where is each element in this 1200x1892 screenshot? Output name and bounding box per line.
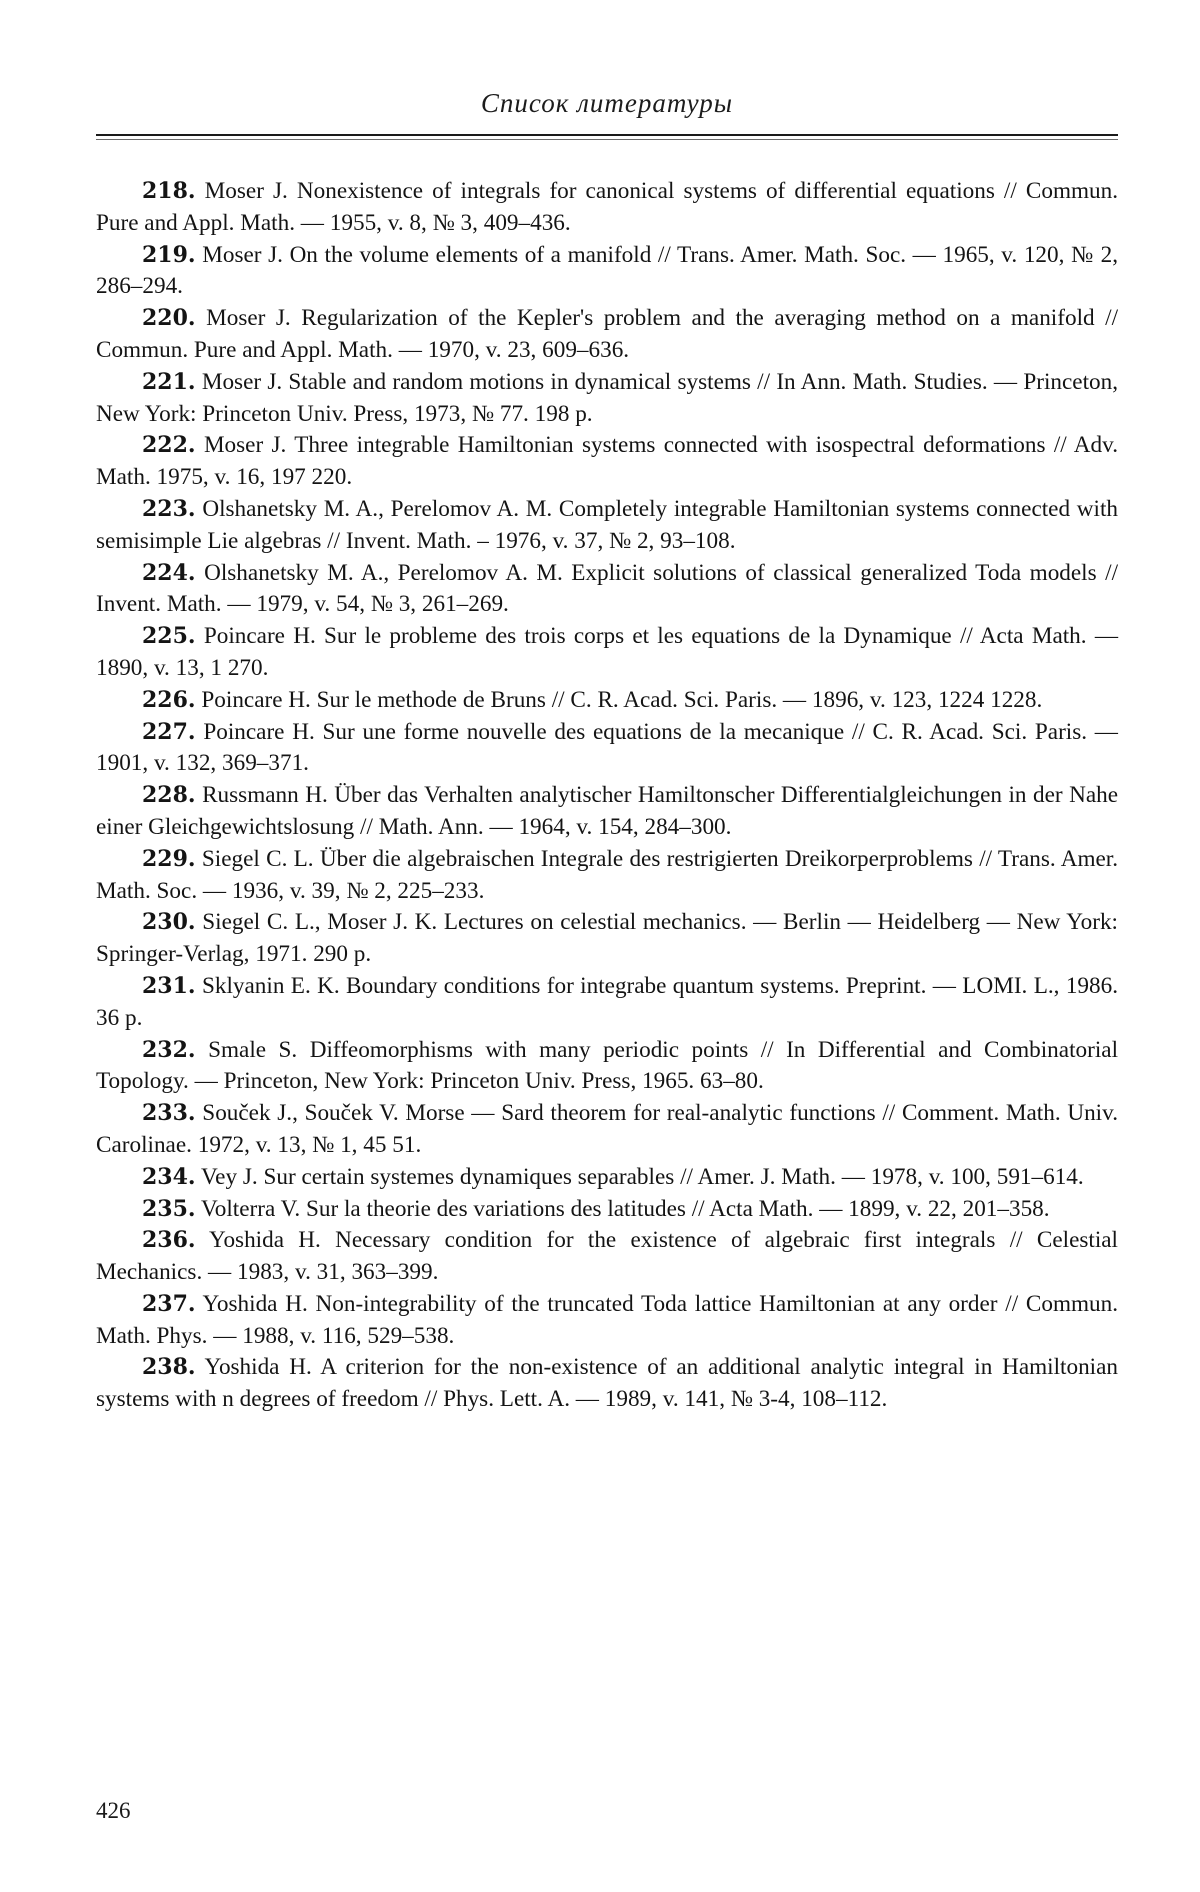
reference-number: 229.: [142, 845, 196, 872]
reference-list: [96, 176, 1118, 1416]
reference-text: Moser J. Three integrable Hamiltonian systems connected with isospectral deformations // Adv. Math. 1975, v. 16, 197 220.: [96, 432, 1118, 491]
reference-text: Souček J., Souček V. Morse — Sard theorem for real-analytic functions // Comment. Math. Univ. Carolinae. 1972, v. 13, № 1, 45 51.: [96, 1100, 1119, 1158]
reference-number: 227.: [142, 718, 196, 745]
reference-text: Moser J. Stable and random motions in dynamical systems // In Ann. Math. Studies. — Princeton, New York: Princeton Univ. Press, 1973, № 77. 198 p.: [96, 368, 1118, 427]
reference-number: 222.: [142, 432, 196, 459]
reference-text: Poincare H. Sur le methode de Bruns // C. R. Acad. Sci. Paris. — 1896, v. 123, 1224 1228.: [201, 686, 1043, 713]
reference-number: 237.: [142, 1290, 196, 1317]
running-header: Список литературы: [480, 88, 734, 118]
reference-number: 225.: [142, 623, 196, 650]
reference-text: Olshanetsky M. A., Perelomov A. M. Completely integrable Hamiltonian systems connected with semisimple Lie algebras // Invent. Math. – 1976, v. 37, № 2, 93–108.: [96, 495, 1119, 554]
reference-number: 231.: [142, 972, 196, 999]
reference-text: Poincare H. Sur une forme nouvelle des equations de la mecanique // C. R. Acad. Sci. Paris. — 1901, v. 132, 369–371.: [96, 718, 1118, 777]
reference-text: Olshanetsky M. A., Perelomov A. M. Explicit solutions of classical generalized Toda models // Invent. Math. — 1979, v. 54, № 3, 261–269.: [96, 559, 1119, 618]
reference-number: 224.: [142, 559, 196, 586]
reference-entry: [96, 844, 1118, 908]
reference-entry: [96, 367, 1118, 431]
header-rule-thin: [96, 139, 1118, 140]
reference-entry: [96, 430, 1118, 494]
reference-text: Russmann H. Über das Verhalten analytischer Hamiltonscher Differentialgleichungen in der Nahe einer Gleichgewichtslosung // Math. Ann. — 1964, v. 154, 284–300.: [96, 782, 1119, 840]
reference-number: 236.: [142, 1227, 196, 1254]
reference-number: 232.: [142, 1036, 196, 1063]
reference-entry: [96, 685, 1118, 717]
reference-entry: [96, 971, 1118, 1035]
reference-entry: [96, 1162, 1118, 1194]
reference-entry: [96, 1352, 1118, 1416]
reference-text: Yoshida H. Necessary condition for the existence of algebraic first integrals // Celestial Mechanics. — 1983, v. 31, 363–399.: [96, 1227, 1119, 1286]
page-number: 426: [96, 1798, 131, 1823]
header-rule: [96, 134, 1118, 136]
reference-entry: [96, 1098, 1118, 1162]
reference-entry: [96, 717, 1118, 781]
reference-text: Moser J. Regularization of the Kepler's problem and the averaging method on a manifold // Commun. Pure and Appl. Math. — 1970, v. 23, 609–636.: [96, 305, 1119, 363]
reference-text: Yoshida H. Non-integrability of the truncated Toda lattice Hamiltonian at any order // Commun. Math. Phys. — 1988, v. 116, 529–538.: [96, 1290, 1119, 1349]
reference-entry: [96, 1194, 1118, 1226]
reference-entry: [96, 176, 1118, 240]
reference-entry: [96, 1289, 1118, 1353]
reference-number: 219.: [142, 241, 196, 268]
reference-text: Poincare H. Sur le probleme des trois corps et les equations de la Dynamique // Acta Math. — 1890, v. 13, 1 270.: [96, 623, 1119, 681]
reference-entry: [96, 621, 1118, 685]
reference-entry: [96, 907, 1118, 971]
reference-text: Yoshida H. A criterion for the non-existence of an additional analytic integral in Hamiltonian systems with n degrees of freedom // Phys. Lett. A. — 1989, v. 141, № 3-4, 108–112.: [96, 1354, 1119, 1413]
reference-entry: [96, 1225, 1118, 1289]
reference-number: 230.: [142, 909, 196, 936]
reference-text: Moser J. On the volume elements of a manifold // Trans. Amer. Math. Soc. — 1965, v. 120, № 2, 286–294.: [96, 241, 1119, 300]
reference-text: Volterra V. Sur la theorie des variations des latitudes // Acta Math. — 1899, v. 22, 201–358.: [200, 1195, 1050, 1222]
reference-number: 234.: [142, 1163, 196, 1190]
reference-entry: [96, 1035, 1118, 1099]
reference-number: 218.: [142, 178, 196, 204]
reference-number: 235.: [142, 1195, 196, 1222]
reference-number: 226.: [142, 686, 196, 713]
reference-entry: [96, 240, 1118, 304]
reference-text: Sklyanin E. K. Boundary conditions for integrabe quantum systems. Preprint. — LOMI. L., 1986. 36 p.: [96, 972, 1119, 1031]
reference-number: 233.: [142, 1100, 196, 1127]
reference-entry: [96, 780, 1118, 844]
reference-text: Siegel C. L., Moser J. K. Lectures on celestial mechanics. — Berlin — Heidelberg — New York: Springer-Verlag, 1971. 290 p.: [96, 909, 1118, 968]
reference-text: Siegel C. L. Über die algebraischen Integrale des restrigierten Dreikorperproblems // Trans. Amer. Math. Soc. — 1936, v. 39, № 2, 225–233.: [96, 845, 1119, 904]
reference-text: Smale S. Diffeomorphisms with many periodic points // In Differential and Combinatorial Topology. — Princeton, New York: Princeton Univ. Press, 1965. 63–80.: [96, 1036, 1119, 1095]
reference-entry: [96, 303, 1118, 367]
reference-entry: [96, 494, 1118, 558]
reference-number: 221.: [142, 368, 196, 395]
reference-number: 220.: [142, 305, 196, 332]
reference-number: 238.: [142, 1354, 196, 1381]
reference-text: Vey J. Sur certain systemes dynamiques separables // Amer. J. Math. — 1978, v. 100, 591–614.: [200, 1163, 1084, 1190]
reference-number: 228.: [142, 782, 196, 809]
reference-entry: [96, 558, 1118, 622]
reference-text: Moser J. Nonexistence of integrals for canonical systems of differential equations // Commun. Pure and Appl. Math. — 1955, v. 8, № 3, 409–436.: [96, 178, 1118, 236]
reference-number: 223.: [142, 495, 196, 522]
